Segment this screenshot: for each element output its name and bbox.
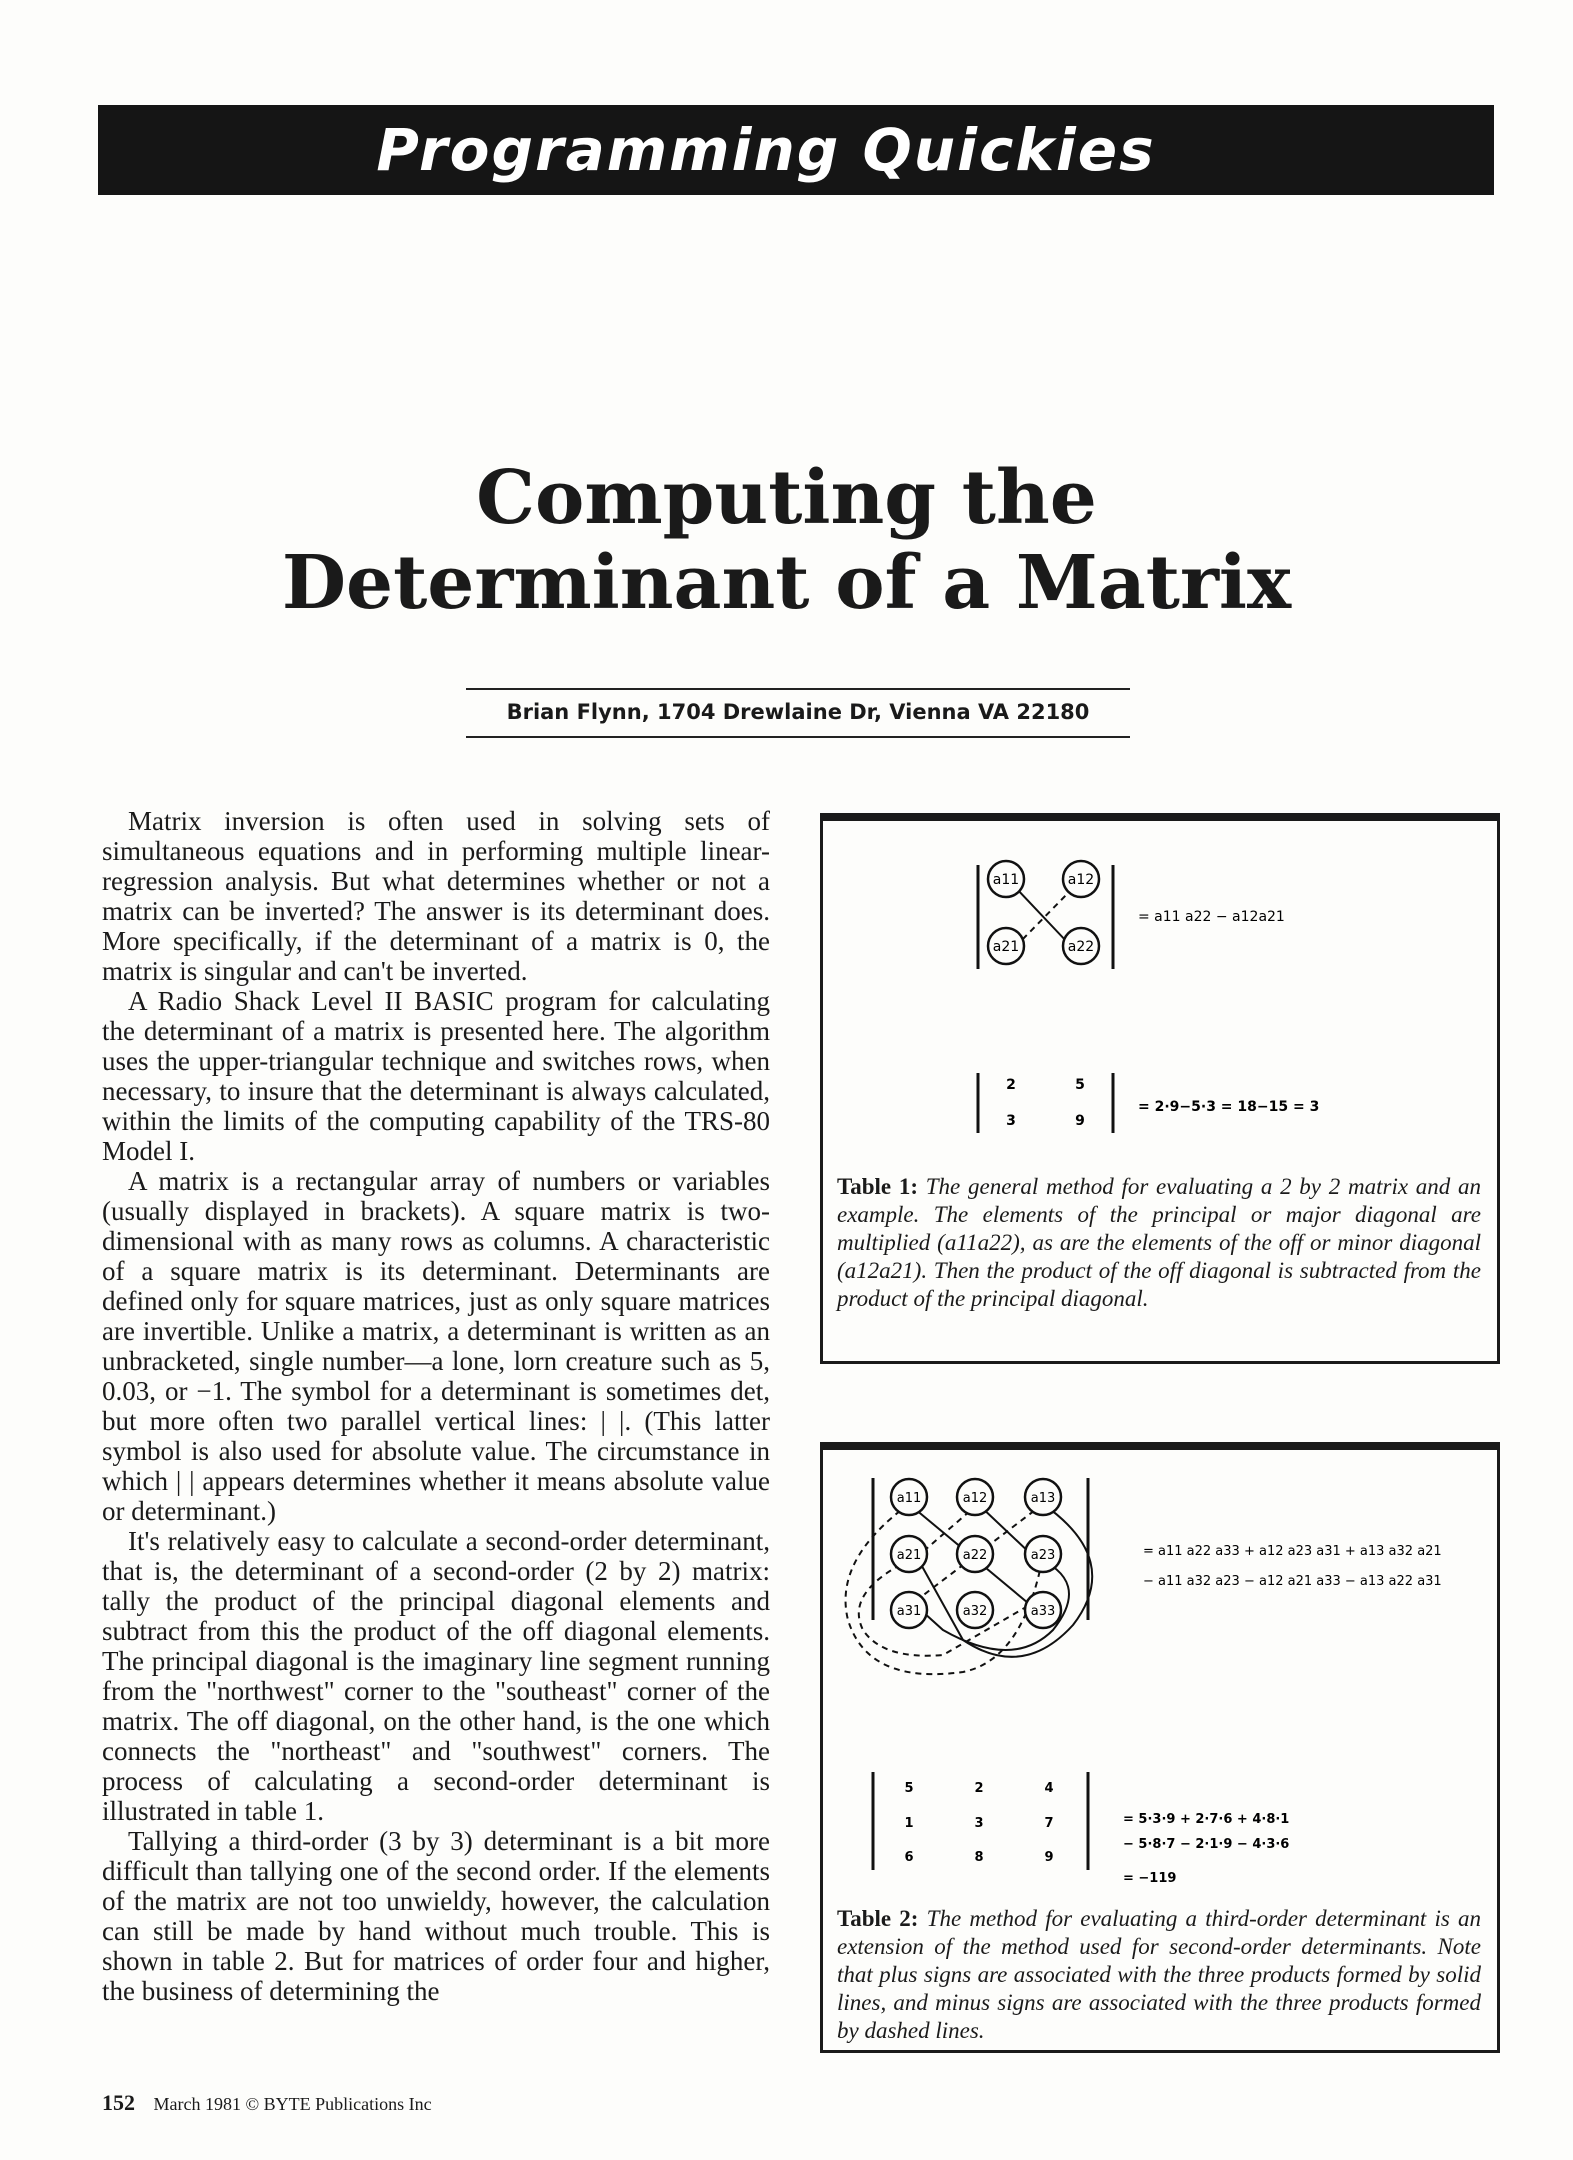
example-cell: 9	[1075, 1113, 1085, 1129]
page-footer	[102, 2090, 432, 2116]
example-cell: 6	[904, 1850, 914, 1865]
caption-label: Table 2:	[837, 1906, 919, 1931]
example-cell: 1	[904, 1816, 914, 1831]
example-cell: 7	[1044, 1816, 1054, 1831]
paragraph: Tallying a third-order (3 by 3) determinant is a bit more difficult than tallying one of the second order. If the elements of the matrix are not too unwieldy, however, the calculation can still be made by hand without much trouble. This is shown in table 2. But for matrices of order four and higher, the business of determining the	[102, 1826, 770, 2006]
matrix-cell: a23	[1030, 1548, 1056, 1563]
matrix-cell: a21	[896, 1548, 922, 1563]
paragraph: A Radio Shack Level II BASIC program for calculating the determinant of a matrix is presented here. The algorithm uses the upper-triangular technique and switches rows, when necessary, to insure that the determinant is always calculated, within the limits of the computing capability of the TRS-80 Model I.	[102, 986, 770, 1166]
matrix-cell: a11	[896, 1491, 922, 1506]
example-cell: 4	[1044, 1781, 1054, 1796]
matrix-cell: a22	[1067, 939, 1095, 955]
paragraph: It's relatively easy to calculate a second-order determinant, that is, the determinant of a second-order (2 by 2) matrix: tally the product of the principal diagonal elements and subtract from this the product of the off diagonal elements. The principal diagonal is the imaginary line segment running from the "northwest" corner to the "southeast" corner of the matrix. The off diagonal, on the other hand, is the one which connects the "northeast" and "southwest" corners. The process of calculating a second-order determinant is illustrated in table 1.	[102, 1526, 770, 1826]
formula-general: = a11 a22 − a12a21	[1138, 909, 1285, 925]
caption-text: The general method for evaluating a 2 by 2 matrix and an example. The elements of the principal or major diagonal are multiplied (a11a22), as are the elements of the off or minor diagonal (a12a21). Then the product of the off diagonal is subtracted from the product of the principal diagonal.	[837, 1174, 1482, 1311]
table1-figure	[820, 813, 1500, 1364]
formula-example-result: = −119	[1123, 1871, 1177, 1886]
column-banner	[98, 105, 1494, 195]
matrix-cell: a21	[992, 939, 1020, 955]
formula-general-line2: − a11 a32 a23 − a12 a21 a33 − a13 a22 a31	[1143, 1574, 1442, 1589]
formula-general-line1: = a11 a22 a33 + a12 a23 a31 + a13 a32 a21	[1143, 1544, 1442, 1559]
footer-credit: March 1981 © BYTE Publications Inc	[153, 2094, 432, 2114]
table2-figure	[820, 1442, 1500, 2053]
paragraph: A matrix is a rectangular array of numbers or variables (usually displayed in brackets). A square matrix is two-dimensional with as many rows as columns. A characteristic of a square matrix is its determinant. Determinants are defined only for square matrices, just as only square matrices are invertible. Unlike a matrix, a determinant is written as an unbracketed, single number—a lone, lorn creature such as 5, 0.03, or −1. The symbol for a determinant is sometimes det, but more often two parallel vertical lines: | |. (This latter symbol is also used for absolute value. The circumstance in which | | appears determines whether it means absolute value or determinant.)	[102, 1166, 770, 1526]
example-cell: 3	[974, 1816, 984, 1831]
matrix-cell: a11	[992, 872, 1020, 888]
article-title-line2: Determinant of a Matrix	[281, 540, 1292, 626]
matrix-cell: a22	[962, 1548, 988, 1563]
page-number: 152	[102, 2090, 135, 2115]
off-diagonal-line	[1019, 888, 1073, 943]
matrix-cell: a32	[962, 1604, 988, 1619]
example-cell: 9	[1044, 1850, 1054, 1865]
matrix-cell: a33	[1030, 1604, 1056, 1619]
example-cell: 5	[904, 1781, 914, 1796]
matrix-cell: a12	[962, 1491, 988, 1506]
table1-caption	[837, 1173, 1481, 1313]
matrix-cell: a12	[1067, 872, 1095, 888]
formula-example-line2: − 5·8·7 − 2·1·9 − 4·3·6	[1123, 1837, 1290, 1852]
matrix-cell: a31	[896, 1604, 922, 1619]
table2-caption	[837, 1905, 1481, 2045]
example-cell: 5	[1075, 1077, 1085, 1093]
principal-diagonal-line	[1016, 888, 1068, 943]
formula-example-line1: = 5·3·9 + 2·7·6 + 4·8·1	[1123, 1812, 1290, 1827]
caption-text: The method for evaluating a third-order determinant is an extension of the method used for second-order determinants. Note that plus signs are associated with the three products formed by solid lines, and minus signs are associated with the three products formed by dashed lines.	[837, 1906, 1482, 2043]
caption-label: Table 1:	[837, 1174, 919, 1199]
paragraph: Matrix inversion is often used in solving sets of simultaneous equations and in performing multiple linear-regression analysis. But what determines whether or not a matrix can be inverted? The answer is its determinant does. More specifically, if the determinant of a matrix is 0, the matrix is singular and can't be inverted.	[102, 806, 770, 986]
matrix-cell: a13	[1030, 1491, 1056, 1506]
article-title-line1: Computing the	[476, 455, 1097, 541]
byline: Brian Flynn, 1704 Drewlaine Dr, Vienna VA 22180	[506, 700, 1090, 724]
byline-rule-bottom	[466, 736, 1130, 738]
example-cell: 2	[1006, 1077, 1016, 1093]
example-cell: 3	[1006, 1113, 1016, 1129]
dashed-product-line	[859, 1504, 1033, 1656]
example-cell: 8	[974, 1850, 984, 1865]
example-cell: 2	[974, 1781, 984, 1796]
column-title: Programming Quickies	[376, 116, 1156, 184]
article-body	[102, 806, 770, 2006]
byline-rule-top	[466, 688, 1130, 690]
formula-example: = 2·9−5·3 = 18−15 = 3	[1138, 1099, 1320, 1115]
